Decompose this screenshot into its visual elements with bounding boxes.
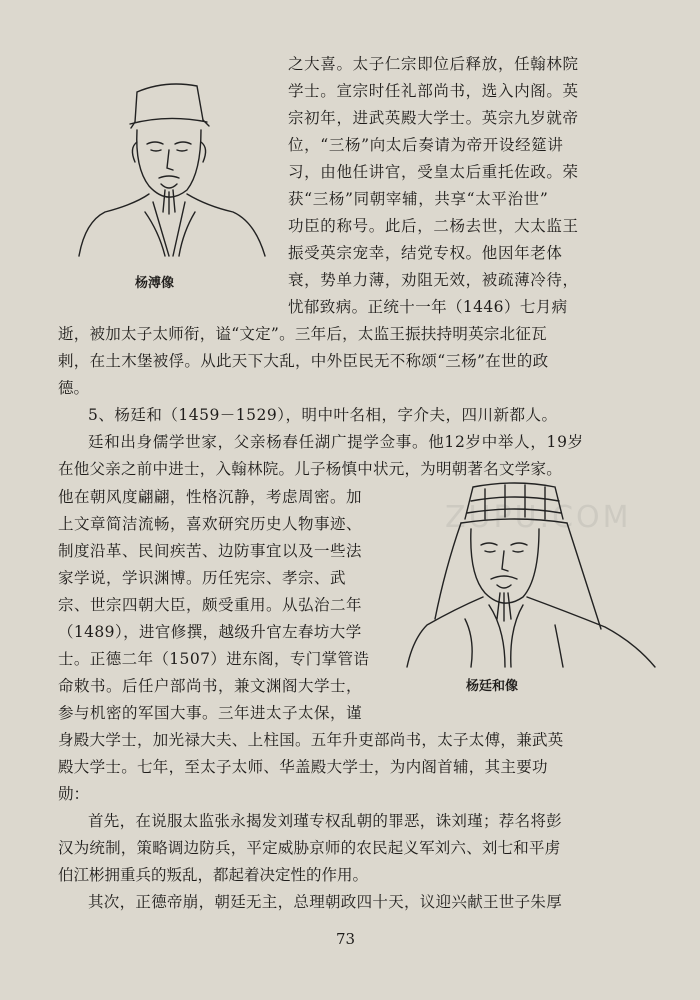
text-line: 家学说，学识渊博。历任宪宗、孝宗、武 <box>58 569 347 587</box>
yang-tinghe-portrait <box>405 479 660 669</box>
text-line: 逝，被加太子太师衔，谥“文定”。三年后，太监王振扶持明英宗北征瓦 <box>58 325 547 343</box>
text-line: 之大喜。太子仁宗即位后释放，任翰林院 <box>288 55 579 73</box>
text-line: 士。正德二年（1507）进东阁，专门掌管诰 <box>58 650 370 668</box>
text-line: （1489），进官修撰，越级升官左春坊大学 <box>58 623 362 641</box>
text-line: 汉为统制，策略调边防兵，平定威胁京师的农民起义军刘六、刘七和平虏 <box>58 839 561 857</box>
text-line: 首先，在说服太监张永揭发刘瑾专权乱朝的罪恶，诛刘瑾；荐名将彭 <box>88 812 563 830</box>
text-line: 衰，势单力薄，劝阻无效，被疏薄冷待， <box>288 271 579 289</box>
yang-pu-portrait <box>75 72 270 262</box>
text-line: 德。 <box>58 379 90 397</box>
text-line: 宗初年，进武英殿大学士。英宗九岁就帝 <box>288 109 579 127</box>
section-heading: 5、杨廷和（1459－1529），明中叶名相，字介夫，四川新都人。 <box>88 406 558 424</box>
text-line: 习，由他任讲官，受皇太后重托佐政。荣 <box>288 163 579 181</box>
text-line: 功臣的称号。此后，二杨去世，大太监王 <box>288 217 579 235</box>
text-line: 位，“三杨”向太后奏请为帝开设经筵讲 <box>288 136 564 154</box>
text-line: 命敕书。后任户部尚书，兼文渊阁大学士， <box>58 677 363 695</box>
yang-tinghe-caption: 杨廷和像 <box>466 679 519 694</box>
text-line: 身殿大学士，加光禄大夫、上柱国。五年升吏部尚书，太子太傅，兼武英 <box>58 731 564 749</box>
text-line: 伯江彬拥重兵的叛乱，都起着决定性的作用。 <box>58 866 369 884</box>
text-line: 振受英宗宠幸，结党专权。他因年老体 <box>288 244 563 262</box>
text-line: 参与机密的军国大事。三年进太子太保，谨 <box>58 704 363 722</box>
page-number: 73 <box>336 930 356 948</box>
text-line: 他在朝风度翩翩，性格沉静，考虑周密。加 <box>58 488 363 506</box>
text-line: 其次，正德帝崩，朝廷无主，总理朝政四十天，议迎兴献王世子朱厚 <box>88 893 563 911</box>
text-line: 廷和出身儒学世家，父亲杨春任湖广提学佥事。他12岁中举人，19岁 <box>88 433 584 451</box>
text-line: 宗、世宗四朝大臣，颇受重用。从弘治二年 <box>58 596 363 614</box>
text-line: 剌，在土木堡被俘。从此天下大乱，中外臣民无不称颂“三杨”在世的政 <box>58 352 549 370</box>
text-line: 忧郁致病。正统十一年（1446）七月病 <box>288 298 568 316</box>
text-line: 殿大学士。七年，至太子太师、华盖殿大学士，为内阁首辅，其主要功 <box>58 758 548 776</box>
text-line: 制度沿革、民间疾苦、边防事宜以及一些法 <box>58 542 363 560</box>
text-line: 上文章简洁流畅，喜欢研究历史人物事迹、 <box>58 515 363 533</box>
text-line: 学士。宣宗时任礼部尚书，选入内阁。英 <box>288 82 579 100</box>
text-line: 在他父亲之前中进士，入翰林院。儿子杨慎中状元，为明朝著名文学家。 <box>58 460 563 478</box>
yang-pu-caption: 杨溥像 <box>135 276 175 291</box>
text-line: 勋： <box>58 785 90 803</box>
watermark: ZUPU.COM <box>445 500 632 535</box>
text-line: 获“三杨”同朝宰辅，共享“太平治世” <box>288 190 549 208</box>
